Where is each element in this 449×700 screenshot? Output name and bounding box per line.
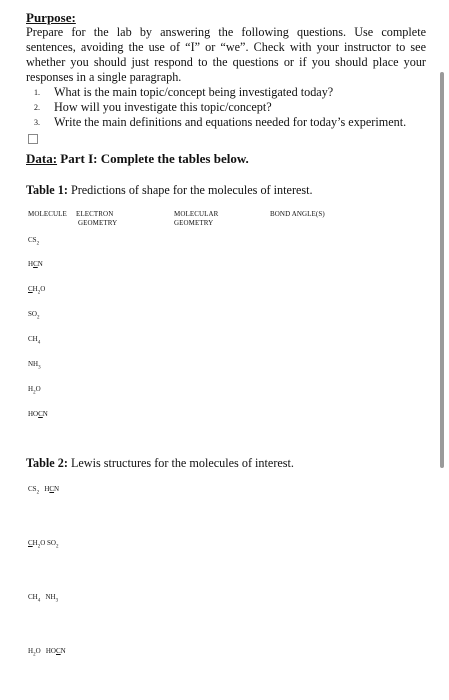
table1-caption [26, 183, 426, 198]
vertical-scrollbar[interactable] [440, 72, 444, 468]
question-number: 2. [34, 103, 40, 112]
header-molecular-line2: GEOMETRY [174, 219, 214, 227]
question-text: Write the main definitions and equations needed for today’s experiment. [54, 115, 407, 129]
molecule-h2o: $H_2O$ [28, 385, 41, 396]
header-electron-line1: ELECTRON [76, 210, 114, 218]
molecule-hocn: HOCN [28, 410, 48, 418]
table1-header [26, 210, 426, 232]
header-molecule: MOLECULE [28, 210, 67, 218]
molecule-ch2o: $CH_2O$ [28, 285, 46, 296]
molecule-cs2: $CS_2$ [28, 236, 40, 247]
lewis-row-ch2o-so2: $CH_2O$ $SO_2$ [28, 539, 59, 550]
question-item [26, 85, 426, 100]
header-molecular-line1: MOLECULAR [174, 210, 219, 218]
lewis-row-cs2-hcn: $CS_2$ HCN [28, 485, 60, 496]
table2-caption [26, 456, 426, 471]
header-molecular-geometry [174, 210, 218, 228]
data-label: Data: [26, 151, 58, 166]
question-number: 1. [34, 88, 40, 97]
question-item [26, 115, 426, 130]
lewis-row-ch4-nh3: $CH_4$ $NH_3$ [28, 593, 59, 604]
table2-caption-label: Table 2: [26, 456, 68, 470]
molecule-ch4: $CH_4$ [28, 335, 41, 346]
header-bond-angles: BOND ANGLE(S) [270, 210, 325, 218]
question-text: What is the main topic/concept being investigated today? [54, 85, 334, 99]
molecule-hcn: HCN [28, 260, 43, 268]
lewis-row-h2o-hocn: $H_2O$ HOCN [28, 647, 66, 658]
table1-caption-label: Table 1: [26, 183, 68, 197]
data-heading [26, 151, 426, 167]
molecule-nh3: $NH_3$ [28, 360, 41, 371]
table1-caption-text: Predictions of shape for the molecules of interest. [70, 183, 313, 197]
question-item [26, 100, 426, 115]
molecule-so2: $SO_2$ [28, 310, 40, 321]
table2-caption-text: Lewis structures for the molecules of interest. [70, 456, 294, 470]
question-text: How will you investigate this topic/concept? [54, 100, 272, 114]
question-number: 3. [34, 118, 40, 127]
data-part-title: Part I: Complete the tables below. [60, 151, 249, 166]
purpose-paragraph: Prepare for the lab by answering the following questions. Use complete sentences, avoiding the use of “I” or “we”. Check with your instructor to see whether you should just respond to the questions or if you should place your responses in a single paragraph. [26, 25, 426, 84]
placeholder-box-icon [28, 134, 38, 144]
purpose-title: Purpose: [26, 10, 76, 25]
document-page [26, 10, 426, 658]
header-electron-line2: GEOMETRY [78, 219, 118, 227]
question-list [26, 85, 426, 130]
header-electron-geometry [76, 210, 118, 228]
